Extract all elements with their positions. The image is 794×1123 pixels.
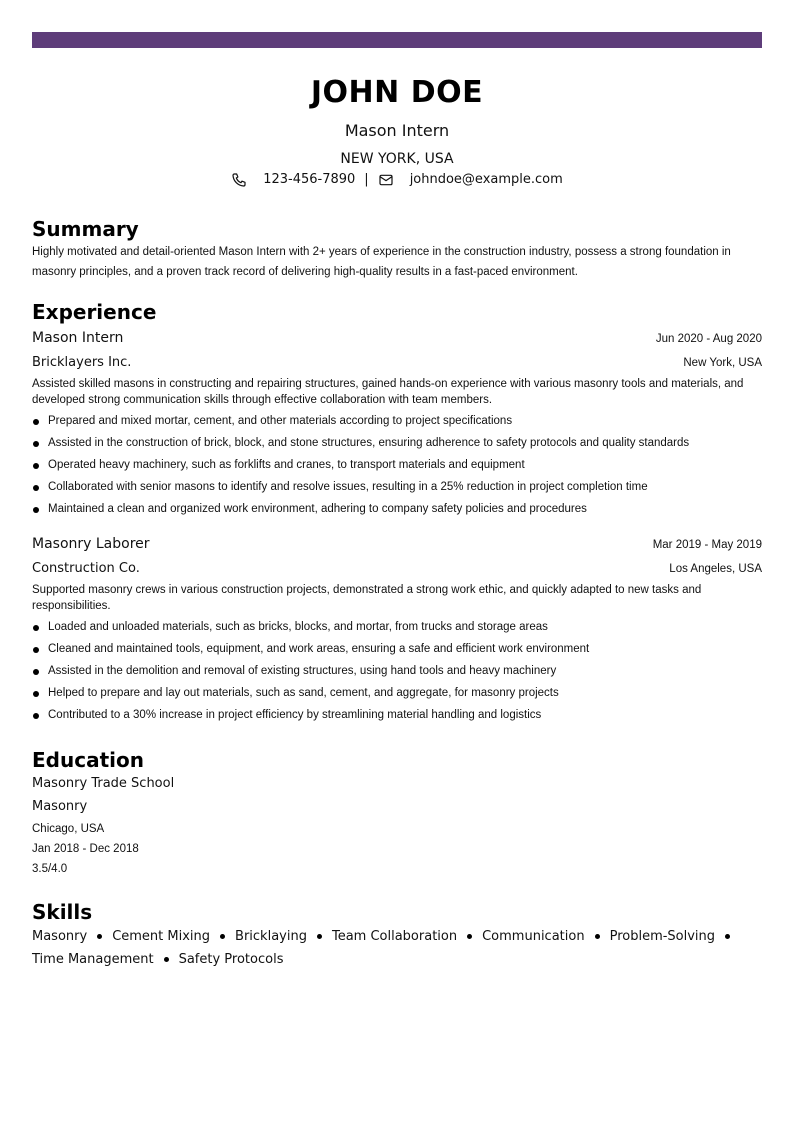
bullet-dot	[33, 669, 39, 675]
accent-bar	[32, 32, 762, 48]
bullet-text: Assisted in the construction of brick, block, and stone structures, ensuring adherence to safety protocols and quality standards	[48, 437, 690, 449]
skills-list	[32, 925, 762, 971]
list-item	[32, 476, 762, 498]
list-item	[32, 616, 762, 638]
list-item	[32, 682, 762, 704]
job-company: Construction Co.	[32, 561, 140, 576]
contact-separator: |	[364, 172, 369, 187]
job-dates: Mar 2019 - May 2019	[652, 539, 762, 551]
bullet-text: Cleaned and maintained tools, equipment, and work areas, ensuring a safe and efficient work environment	[48, 643, 590, 655]
summary-text: Highly motivated and detail-oriented Mason Intern with 2+ years of experience in the construction industry, possess a strong foundation in masonry principles, and a proven track record of delivering high-quality results in a fast-paced environment.	[32, 246, 731, 278]
skills-heading: Skills	[32, 900, 93, 924]
skill-separator-dot	[725, 934, 730, 939]
bullet-text: Maintained a clean and organized work environment, adhering to company safety policies and procedures	[48, 503, 587, 515]
job-title: Mason Intern	[32, 330, 124, 346]
skill-item	[179, 948, 284, 971]
phone-number[interactable]: 123-456-7890	[263, 172, 356, 187]
job-entry	[32, 328, 762, 520]
job-bullets	[32, 616, 762, 726]
job-description: Assisted skilled masons in constructing and repairing structures, gained hands-on experience with various masonry tools and materials, and developed strong communication skills through effective collaboration with team members.	[32, 378, 744, 406]
bullet-text: Prepared and mixed mortar, cement, and other materials according to project specifications	[48, 415, 513, 427]
skill-item	[332, 925, 482, 948]
list-item	[32, 498, 762, 520]
list-item	[32, 432, 762, 454]
contact-line	[32, 171, 762, 189]
bullet-dot	[33, 463, 39, 469]
list-item	[32, 704, 762, 726]
skill-label: Bricklaying	[235, 929, 307, 944]
skill-label: Safety Protocols	[178, 952, 284, 967]
job-location: New York, USA	[683, 357, 762, 369]
list-item	[32, 410, 762, 432]
bullet-dot	[33, 441, 39, 447]
bullet-text: Loaded and unloaded materials, such as bricks, blocks, and mortar, from trucks and storage areas	[48, 621, 548, 633]
bullet-dot	[33, 691, 39, 697]
skill-item	[235, 925, 332, 948]
bullet-text: Helped to prepare and lay out materials, such as sand, cement, and aggregate, for masonry projects	[48, 687, 559, 699]
skill-separator-dot	[317, 934, 322, 939]
job-header	[32, 534, 762, 555]
skill-separator-dot	[97, 934, 102, 939]
job-title: Masonry Laborer	[32, 536, 150, 552]
bullet-dot	[33, 713, 39, 719]
bullet-dot	[33, 625, 39, 631]
skill-separator-dot	[467, 934, 472, 939]
phone-icon	[231, 172, 247, 188]
skill-label: Communication	[482, 929, 585, 944]
skill-label: Team Collaboration	[331, 929, 458, 944]
list-item	[32, 660, 762, 682]
skill-item	[610, 925, 740, 948]
resume-page	[32, 32, 762, 971]
skill-item	[482, 925, 609, 948]
bullet-text: Operated heavy machinery, such as forklifts and cranes, to transport materials and equipment	[48, 459, 525, 471]
education-field: Masonry	[32, 799, 88, 814]
skill-separator-dot	[220, 934, 225, 939]
job-subheader	[32, 353, 762, 373]
candidate-role: Mason Intern	[344, 121, 450, 140]
list-item	[32, 638, 762, 660]
skill-label: Time Management	[32, 952, 154, 967]
candidate-location: NEW YORK, USA	[340, 151, 454, 167]
bullet-dot	[33, 419, 39, 425]
bullet-dot	[33, 507, 39, 513]
education-school: Masonry Trade School	[32, 776, 175, 791]
job-entry	[32, 534, 762, 726]
education-location: Chicago, USA	[32, 823, 105, 835]
bullet-dot	[33, 485, 39, 491]
skill-separator-dot	[164, 957, 169, 962]
skill-label: Problem-Solving	[609, 929, 716, 944]
job-header	[32, 328, 762, 349]
job-location: Los Angeles, USA	[669, 563, 762, 575]
skill-item	[112, 925, 235, 948]
skill-item	[32, 948, 179, 971]
skill-label: Masonry	[32, 929, 88, 944]
job-company: Bricklayers Inc.	[32, 355, 132, 370]
job-bullets	[32, 410, 762, 520]
candidate-name: JOHN DOE	[310, 75, 484, 110]
skill-label: Cement Mixing	[112, 929, 211, 944]
email-address[interactable]: johndoe@example.com	[409, 172, 563, 187]
education-gpa: 3.5/4.0	[32, 863, 68, 875]
skill-item	[32, 925, 112, 948]
envelope-icon	[378, 172, 394, 188]
job-description: Supported masonry crews in various construction projects, demonstrated a strong work ethic, and quickly adapted to new tasks and responsibilities.	[32, 584, 702, 612]
bullet-dot	[33, 647, 39, 653]
skill-separator-dot	[595, 934, 600, 939]
bullet-text: Collaborated with senior masons to identify and resolve issues, resulting in a 25% reduction in project completion time	[48, 481, 648, 493]
education-dates: Jan 2018 - Dec 2018	[32, 843, 139, 855]
bullet-text: Assisted in the demolition and removal of existing structures, using hand tools and heavy machinery	[48, 665, 557, 677]
list-item	[32, 454, 762, 476]
summary-heading: Summary	[32, 217, 139, 241]
experience-heading: Experience	[32, 300, 157, 324]
job-subheader	[32, 559, 762, 579]
job-dates: Jun 2020 - Aug 2020	[655, 333, 762, 345]
bullet-text: Contributed to a 30% increase in project efficiency by streamlining material handling and logistics	[48, 709, 542, 721]
education-heading: Education	[32, 748, 144, 772]
